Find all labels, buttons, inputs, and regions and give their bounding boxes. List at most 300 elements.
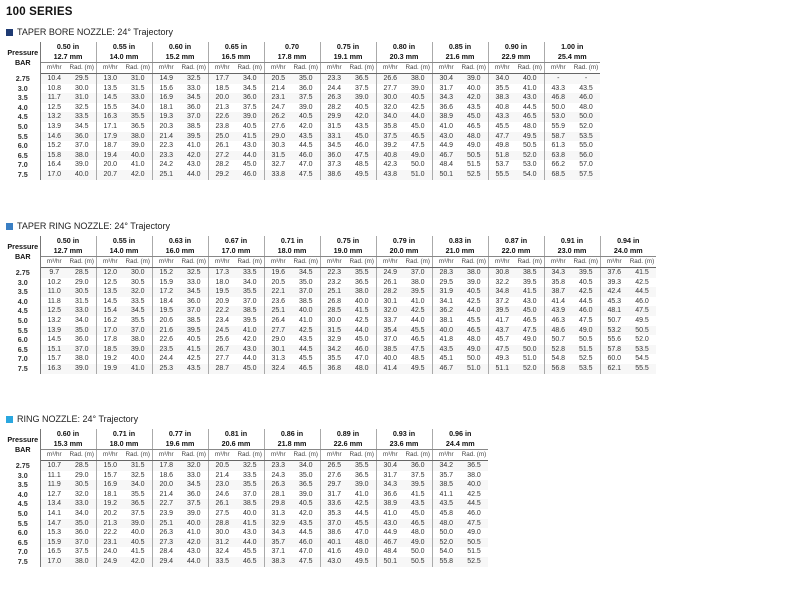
radius-value: 37.5 bbox=[130, 509, 145, 517]
radius-value: 31.5 bbox=[130, 84, 145, 92]
nozzle-size-mm: 18.0 mm bbox=[264, 246, 320, 257]
radius-value: 47.5 bbox=[410, 142, 425, 150]
flow-value: 24.9 bbox=[376, 268, 404, 278]
radius-value: 45.0 bbox=[410, 509, 425, 517]
flow-value: 15.9 bbox=[40, 538, 68, 548]
flow-value: 29.4 bbox=[152, 557, 180, 567]
radius-value: 42.5 bbox=[292, 326, 320, 336]
flow-value: 25.3 bbox=[152, 364, 180, 374]
table-row bbox=[6, 84, 600, 94]
flow-value: 20.9 bbox=[208, 297, 236, 307]
flow-value: 15.2 bbox=[152, 268, 180, 278]
radius-value: 37.0 bbox=[124, 326, 152, 336]
pressure-value: 5.0 bbox=[6, 316, 40, 326]
flow-value: 35.4 bbox=[376, 326, 404, 336]
nozzle-size-mm: 24.4 mm bbox=[432, 439, 488, 450]
radius-value: 52.0 bbox=[516, 364, 544, 374]
flow-unit-label: m³/hr bbox=[320, 450, 348, 461]
flow-value: 33.6 bbox=[320, 499, 348, 509]
nozzle-size-mm: 18.0 mm bbox=[96, 439, 152, 450]
flow-value: 37.0 bbox=[320, 519, 348, 529]
radius-value: 52.5 bbox=[460, 557, 488, 567]
radius-value: 34.0 bbox=[236, 74, 264, 84]
radius-value: 46.0 bbox=[236, 170, 264, 180]
flow-value: 10.8 bbox=[40, 84, 68, 94]
radius-value: 36.0 bbox=[404, 461, 432, 471]
flow-value: 28.1 bbox=[264, 490, 292, 500]
radius-value: 36.0 bbox=[74, 529, 89, 537]
radius-value: 52.0 bbox=[516, 151, 544, 161]
flow-unit-label: m³/hr bbox=[96, 257, 124, 268]
radius-value: 33.5 bbox=[68, 112, 96, 122]
radius-unit-label: Rad. (m) bbox=[572, 63, 600, 74]
radius-unit-label: Rad. (m) bbox=[348, 450, 376, 461]
radius-value: 44.5 bbox=[298, 142, 313, 150]
radius-value: 38.0 bbox=[130, 336, 145, 344]
flow-value: 43.0 bbox=[432, 132, 460, 142]
table-row bbox=[6, 103, 600, 113]
flow-value: 31.3 bbox=[264, 509, 292, 519]
radius-value: 43.5 bbox=[180, 364, 208, 374]
nozzle-size-mm: 19.1 mm bbox=[320, 52, 376, 63]
flow-value: 27.2 bbox=[208, 151, 236, 161]
flow-value: 34.8 bbox=[488, 287, 516, 297]
flow-value: 22.6 bbox=[208, 112, 236, 122]
flow-value: 43.0 bbox=[320, 557, 348, 567]
table-row bbox=[6, 480, 488, 490]
flow-unit-label: m³/hr bbox=[264, 63, 292, 74]
radius-unit-label: Rad. (m) bbox=[236, 450, 264, 461]
flow-value: 38.6 bbox=[320, 170, 348, 180]
flow-unit-label: m³/hr bbox=[208, 450, 236, 461]
flow-value: 9.7 bbox=[40, 268, 68, 278]
radius-value: 34.5 bbox=[180, 287, 208, 297]
radius-value: - bbox=[572, 74, 600, 84]
flow-unit-label: m³/hr bbox=[152, 257, 180, 268]
flow-value: 27.7 bbox=[208, 354, 236, 364]
radius-value: 45.5 bbox=[404, 326, 432, 336]
radius-value: 43.0 bbox=[522, 297, 537, 305]
radius-value: 40.0 bbox=[68, 170, 96, 180]
radius-value: 40.5 bbox=[242, 122, 257, 130]
flow-value: 40.8 bbox=[376, 151, 404, 161]
flow-value: 16.2 bbox=[96, 316, 124, 326]
radius-unit-label: Rad. (m) bbox=[404, 450, 432, 461]
radius-value: 41.0 bbox=[354, 490, 369, 498]
radius-value: 49.0 bbox=[522, 336, 537, 344]
radius-unit-label: Rad. (m) bbox=[124, 450, 152, 461]
radius-value: 47.0 bbox=[298, 161, 313, 169]
flow-value: 17.1 bbox=[96, 122, 124, 132]
radius-value: 50.5 bbox=[522, 142, 537, 150]
radius-value: 37.5 bbox=[74, 548, 89, 556]
flow-value: 21.4 bbox=[208, 471, 236, 481]
radius-value: 42.5 bbox=[410, 103, 425, 111]
flow-value: 24.7 bbox=[264, 103, 292, 113]
radius-value: 37.0 bbox=[68, 345, 96, 355]
flow-value: 26.5 bbox=[320, 461, 348, 471]
flow-value: 43.5 bbox=[432, 499, 460, 509]
flow-value: 10.2 bbox=[40, 278, 68, 288]
radius-value: 36.5 bbox=[348, 74, 376, 84]
flow-unit-label: m³/hr bbox=[208, 63, 236, 74]
flow-value: 38.9 bbox=[376, 499, 404, 509]
flow-value: 26.1 bbox=[376, 278, 404, 288]
radius-value: 53.5 bbox=[628, 345, 656, 355]
flow-value: 10.4 bbox=[40, 74, 68, 84]
radius-value: 32.5 bbox=[180, 74, 208, 84]
flow-value: 18.1 bbox=[152, 103, 180, 113]
flow-value: 30.3 bbox=[264, 141, 292, 151]
radius-value: 47.5 bbox=[292, 170, 320, 180]
flow-value: 57.8 bbox=[600, 345, 628, 355]
flow-unit-label: m³/hr bbox=[40, 257, 68, 268]
flow-value: 38.6 bbox=[320, 528, 348, 538]
radius-unit-label: Rad. (m) bbox=[68, 450, 96, 461]
radius-value: 45.0 bbox=[410, 122, 425, 130]
flow-value: 42.4 bbox=[600, 287, 628, 297]
radius-value: 40.5 bbox=[124, 538, 152, 548]
flow-value: 21.3 bbox=[208, 103, 236, 113]
radius-value: 41.0 bbox=[186, 142, 201, 150]
radius-value: 46.0 bbox=[635, 297, 649, 305]
nozzle-size-mm: 20.3 mm bbox=[376, 52, 432, 63]
radius-value: 46.5 bbox=[466, 122, 481, 130]
pressure-value: 7.0 bbox=[6, 547, 40, 557]
flow-value: 46.8 bbox=[544, 93, 572, 103]
radius-value: 36.0 bbox=[74, 336, 89, 344]
nozzle-size-inch: 0.81 in bbox=[208, 429, 264, 439]
radius-value: 41.0 bbox=[186, 529, 201, 537]
radius-value: 46.5 bbox=[460, 326, 488, 336]
flow-value: 32.2 bbox=[488, 278, 516, 288]
radius-value: 37.5 bbox=[292, 93, 320, 103]
section-title-taper-bore bbox=[6, 27, 173, 37]
pressure-value: 7.5 bbox=[6, 170, 40, 180]
radius-value: 35.5 bbox=[348, 461, 376, 471]
flow-value: 38.3 bbox=[264, 557, 292, 567]
radius-unit-label: Rad. (m) bbox=[124, 63, 152, 74]
flow-value: 15.5 bbox=[96, 103, 124, 113]
radius-value: 44.0 bbox=[180, 170, 208, 180]
radius-value: 43.0 bbox=[236, 345, 264, 355]
radius-value: 44.0 bbox=[404, 112, 432, 122]
flow-value: 20.5 bbox=[208, 461, 236, 471]
radius-value: 30.0 bbox=[74, 84, 89, 92]
radius-value: 44.0 bbox=[180, 557, 208, 567]
radius-value: 39.0 bbox=[298, 490, 313, 498]
radius-unit-label: Rad. (m) bbox=[292, 63, 320, 74]
radius-value: 48.0 bbox=[348, 538, 376, 548]
radius-value: 35.5 bbox=[236, 480, 264, 490]
flow-value: 28.3 bbox=[432, 268, 460, 278]
flow-unit-label: m³/hr bbox=[544, 257, 572, 268]
nozzle-size-inch: 0.96 in bbox=[432, 429, 488, 439]
radius-value: 48.0 bbox=[348, 364, 376, 374]
flow-value: 35.5 bbox=[488, 84, 516, 94]
table-row bbox=[6, 74, 600, 84]
radius-value: 34.0 bbox=[74, 509, 89, 517]
radius-value: 39.0 bbox=[466, 278, 481, 286]
radius-value: 35.5 bbox=[236, 287, 264, 297]
flow-value: 34.0 bbox=[376, 112, 404, 122]
flow-value: 31.5 bbox=[320, 326, 348, 336]
radius-unit-label: Rad. (m) bbox=[180, 63, 208, 74]
flow-value: 41.6 bbox=[320, 547, 348, 557]
table-row bbox=[6, 499, 488, 509]
radius-value: 41.5 bbox=[348, 306, 376, 316]
flow-value: 38.7 bbox=[544, 287, 572, 297]
header-row-mm bbox=[6, 439, 488, 450]
flow-value: 15.0 bbox=[96, 461, 124, 471]
flow-value: 31.7 bbox=[432, 84, 460, 94]
flow-value: 35.7 bbox=[264, 538, 292, 548]
flow-value: 48.4 bbox=[376, 547, 404, 557]
flow-value: 29.0 bbox=[264, 335, 292, 345]
flow-value: 30.8 bbox=[488, 268, 516, 278]
radius-value: 34.0 bbox=[124, 480, 152, 490]
radius-value: 41.0 bbox=[130, 161, 145, 169]
flow-value: 24.3 bbox=[264, 471, 292, 481]
flow-value: 22.2 bbox=[96, 528, 124, 538]
radius-value: 31.5 bbox=[124, 461, 152, 471]
table-row bbox=[6, 141, 600, 151]
bar-label: BAR bbox=[14, 251, 31, 261]
flow-value: 20.5 bbox=[264, 278, 292, 288]
flow-value: 50.1 bbox=[432, 170, 460, 180]
table-row bbox=[6, 528, 488, 538]
flow-value: 31.5 bbox=[320, 122, 348, 132]
radius-value: 35.0 bbox=[68, 519, 96, 529]
nozzle-size-mm: 12.7 mm bbox=[40, 52, 96, 63]
flow-value: 21.4 bbox=[152, 132, 180, 142]
flow-value: 62.1 bbox=[600, 364, 628, 374]
pressure-value: 5.0 bbox=[6, 122, 40, 132]
flow-value: 14.5 bbox=[96, 297, 124, 307]
nozzle-size-mm: 20.6 mm bbox=[208, 439, 264, 450]
radius-value: 43.5 bbox=[298, 336, 313, 344]
nozzle-size-mm: 15.2 mm bbox=[152, 52, 208, 63]
radius-value: 44.5 bbox=[354, 509, 369, 517]
radius-value: 32.5 bbox=[236, 461, 264, 471]
radius-value: 48.0 bbox=[460, 132, 488, 142]
pressure-value: 6.0 bbox=[6, 335, 40, 345]
flow-value: 32.9 bbox=[320, 335, 348, 345]
flow-value: 36.0 bbox=[320, 151, 348, 161]
nozzle-size-mm: 22.0 mm bbox=[488, 246, 544, 257]
radius-value: 44.5 bbox=[522, 103, 537, 111]
flow-value: 46.3 bbox=[544, 316, 572, 326]
nozzle-size-inch: 0.94 in bbox=[600, 236, 656, 246]
radius-value: 34.0 bbox=[242, 278, 257, 286]
flow-value: 27.7 bbox=[264, 326, 292, 336]
radius-value: 30.5 bbox=[68, 480, 96, 490]
radius-value: 37.0 bbox=[74, 142, 89, 150]
flow-value: 30.1 bbox=[376, 297, 404, 307]
flow-value: 11.0 bbox=[40, 287, 68, 297]
radius-value: 52.5 bbox=[460, 170, 488, 180]
nozzle-size-mm: 16.5 mm bbox=[208, 52, 264, 63]
radius-value: 40.0 bbox=[516, 74, 544, 84]
radius-value: 40.5 bbox=[186, 336, 201, 344]
radius-value: 40.5 bbox=[578, 278, 593, 286]
flow-value: 14.9 bbox=[152, 74, 180, 84]
pressure-value: 6.0 bbox=[6, 528, 40, 538]
flow-value: 31.5 bbox=[264, 151, 292, 161]
radius-value: 36.0 bbox=[298, 84, 313, 92]
radius-value: 34.0 bbox=[292, 461, 320, 471]
nozzle-size-mm: 21.6 mm bbox=[432, 52, 488, 63]
pressure-value: 3.5 bbox=[6, 480, 40, 490]
flow-value: 21.4 bbox=[152, 490, 180, 500]
flow-value: 14.1 bbox=[40, 509, 68, 519]
flow-value: 17.0 bbox=[40, 557, 68, 567]
flow-value: 22.3 bbox=[320, 268, 348, 278]
radius-unit-label: Rad. (m) bbox=[236, 257, 264, 268]
radius-value: 47.0 bbox=[354, 529, 369, 537]
radius-unit-label: Rad. (m) bbox=[348, 63, 376, 74]
radius-unit-label: Rad. (m) bbox=[572, 257, 600, 268]
flow-value: 18.4 bbox=[152, 297, 180, 307]
pressure-value: 3.5 bbox=[6, 287, 40, 297]
flow-value: 34.3 bbox=[432, 93, 460, 103]
radius-value: 34.5 bbox=[292, 268, 320, 278]
radius-value: 40.0 bbox=[460, 480, 488, 490]
flow-value: 12.0 bbox=[96, 268, 124, 278]
radius-value: 36.5 bbox=[460, 461, 488, 471]
flow-value: 12.5 bbox=[40, 103, 68, 113]
flow-value: 37.0 bbox=[376, 335, 404, 345]
flow-value: 22.7 bbox=[152, 499, 180, 509]
nozzle-size-inch: 0.91 in bbox=[544, 236, 600, 246]
bar-label: BAR bbox=[14, 444, 31, 454]
radius-value: 41.5 bbox=[180, 345, 208, 355]
nozzle-size-mm: 19.6 mm bbox=[152, 439, 208, 450]
flow-value: 35.8 bbox=[376, 122, 404, 132]
radius-value: 50.0 bbox=[410, 161, 425, 169]
radius-value: 50.5 bbox=[628, 326, 656, 336]
flow-value: 23.2 bbox=[320, 278, 348, 288]
radius-value: 45.5 bbox=[242, 548, 257, 556]
flow-unit-label: m³/hr bbox=[488, 257, 516, 268]
radius-value: 48.5 bbox=[354, 161, 369, 169]
table-row bbox=[6, 316, 656, 326]
radius-value: 43.0 bbox=[186, 161, 201, 169]
table-row bbox=[6, 151, 600, 161]
radius-value: 37.0 bbox=[180, 112, 208, 122]
radius-value: 42.0 bbox=[298, 122, 313, 130]
pressure-value: 7.5 bbox=[6, 364, 40, 374]
flow-value: 55.6 bbox=[600, 335, 628, 345]
radius-value: 44.5 bbox=[628, 287, 656, 297]
flow-value: 27.6 bbox=[320, 471, 348, 481]
flow-value: 46.7 bbox=[376, 538, 404, 548]
flow-unit-label: m³/hr bbox=[600, 257, 628, 268]
flow-value: 46.7 bbox=[432, 151, 460, 161]
radius-value: 53.0 bbox=[522, 161, 537, 169]
flow-value: 15.7 bbox=[96, 471, 124, 481]
radius-value: 52.0 bbox=[579, 122, 593, 130]
pressure-label: Pressure bbox=[7, 47, 39, 57]
nozzle-size-mm: 16.0 mm bbox=[152, 246, 208, 257]
radius-value: 39.5 bbox=[180, 132, 208, 142]
flow-unit-label: m³/hr bbox=[488, 63, 516, 74]
radius-unit-label: Rad. (m) bbox=[292, 257, 320, 268]
radius-value: 44.0 bbox=[236, 151, 264, 161]
nozzle-size-inch: 0.50 in bbox=[40, 236, 96, 246]
flow-value: 53.7 bbox=[488, 160, 516, 170]
section-title-taper-ring bbox=[6, 221, 170, 231]
flow-value: 20.5 bbox=[264, 74, 292, 84]
radius-value: 39.0 bbox=[130, 142, 145, 150]
radius-value: 36.0 bbox=[186, 103, 201, 111]
flow-value: 26.7 bbox=[208, 345, 236, 355]
flow-value: 31.2 bbox=[208, 538, 236, 548]
flow-value: 25.1 bbox=[264, 306, 292, 316]
flow-value: 23.6 bbox=[264, 297, 292, 307]
nozzle-size-inch: 0.71 in bbox=[96, 429, 152, 439]
flow-value: 36.2 bbox=[432, 306, 460, 316]
flow-value: 13.2 bbox=[40, 112, 68, 122]
radius-value: 29.0 bbox=[74, 278, 89, 286]
flow-value: 17.7 bbox=[208, 74, 236, 84]
flow-value: 32.0 bbox=[376, 103, 404, 113]
nozzle-size-mm: 12.7 mm bbox=[40, 246, 96, 257]
radius-value: 33.0 bbox=[186, 278, 201, 286]
nozzle-size-inch: 0.60 in bbox=[40, 429, 96, 439]
radius-value: 42.5 bbox=[348, 499, 376, 509]
radius-value: 53.5 bbox=[572, 364, 600, 374]
flow-value: 63.8 bbox=[544, 151, 572, 161]
flow-value: 34.2 bbox=[320, 345, 348, 355]
flow-value: 25.6 bbox=[208, 335, 236, 345]
radius-value: 29.0 bbox=[74, 471, 89, 479]
flow-value: 28.8 bbox=[208, 519, 236, 529]
radius-value: 46.0 bbox=[292, 538, 320, 548]
radius-value: 42.5 bbox=[186, 355, 201, 363]
radius-value: 40.5 bbox=[354, 103, 369, 111]
radius-value: 39.0 bbox=[124, 519, 152, 529]
radius-value: 39.5 bbox=[404, 287, 432, 297]
radius-value: 53.5 bbox=[572, 132, 600, 142]
radius-value: 37.0 bbox=[404, 268, 432, 278]
radius-value: 44.5 bbox=[460, 499, 488, 509]
flow-value: 41.7 bbox=[488, 316, 516, 326]
flow-value: 16.5 bbox=[40, 547, 68, 557]
section-title-ring bbox=[6, 414, 138, 424]
radius-value: 48.5 bbox=[410, 355, 425, 363]
radius-value: 42.0 bbox=[460, 93, 488, 103]
flow-value: 41.4 bbox=[376, 364, 404, 374]
flow-value: 29.8 bbox=[264, 499, 292, 509]
radius-value: 49.5 bbox=[404, 364, 432, 374]
radius-value: 46.5 bbox=[410, 336, 425, 344]
radius-value: 28.5 bbox=[68, 461, 96, 471]
flow-value: 19.4 bbox=[96, 151, 124, 161]
flow-value: 26.8 bbox=[320, 297, 348, 307]
radius-value: 45.5 bbox=[348, 519, 376, 529]
nozzle-size-inch: 1.00 in bbox=[544, 42, 600, 52]
section-title-text: RING NOZZLE: 24° Trajectory bbox=[17, 414, 139, 424]
radius-value: 42.0 bbox=[124, 557, 152, 567]
radius-value: 49.5 bbox=[348, 170, 376, 180]
header-row-inch bbox=[6, 236, 656, 246]
flow-value: 20.0 bbox=[208, 93, 236, 103]
radius-value: 46.5 bbox=[404, 519, 432, 529]
flow-value: 24.4 bbox=[320, 84, 348, 94]
radius-value: 34.5 bbox=[124, 306, 152, 316]
flow-value: 39.5 bbox=[488, 306, 516, 316]
